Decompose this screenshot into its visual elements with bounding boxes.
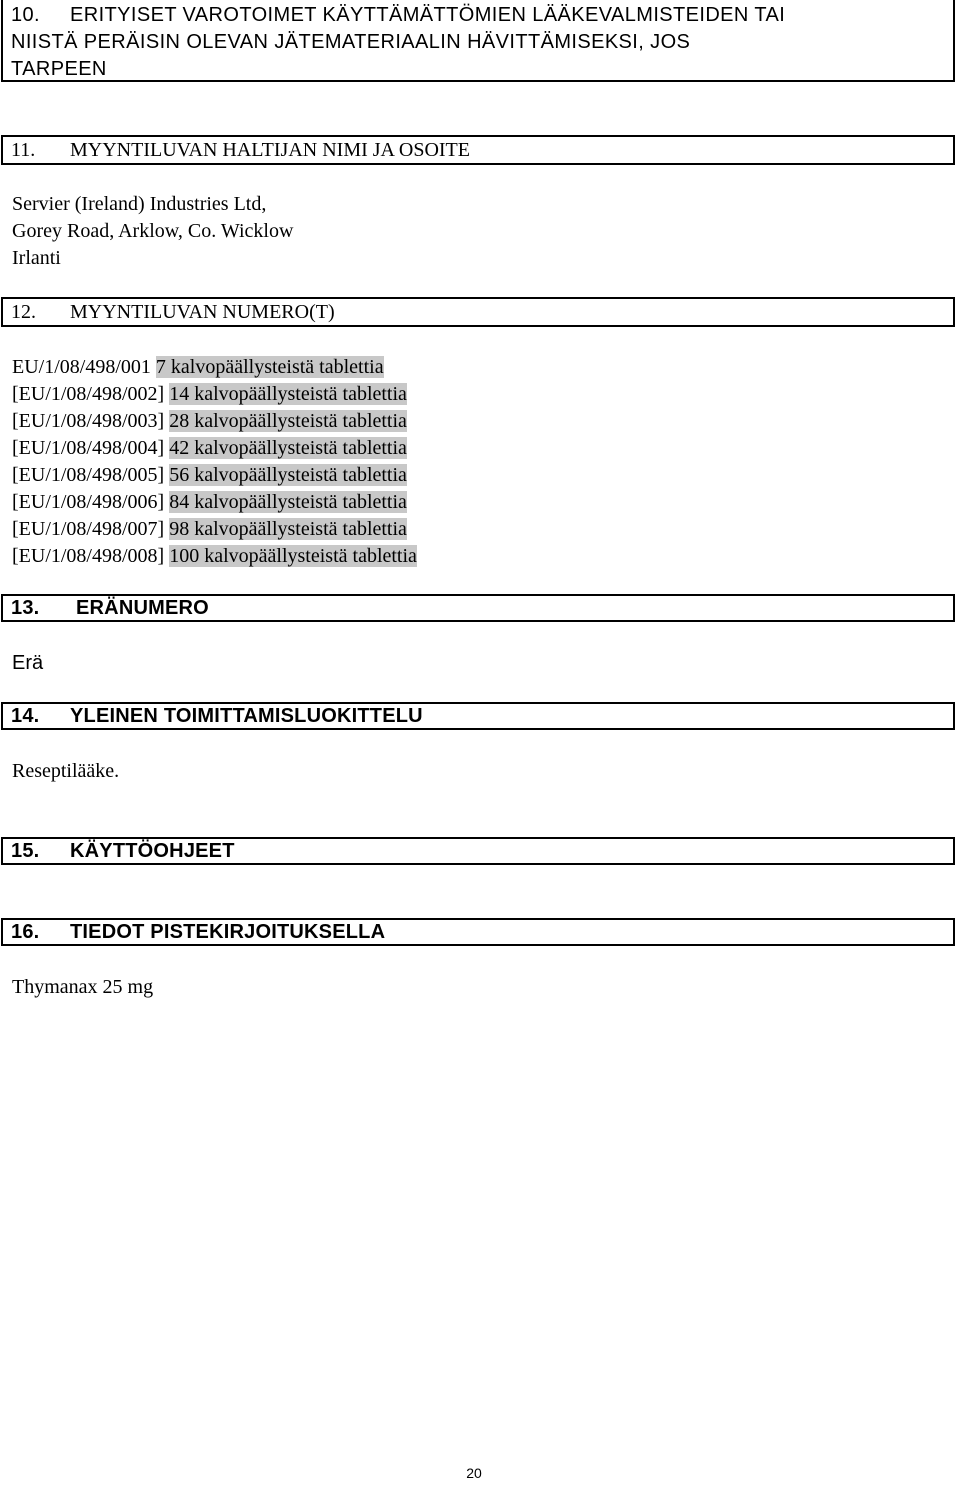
section-15-heading xyxy=(11,838,950,865)
license-code: [EU/1/08/498/002] xyxy=(12,383,165,405)
section-14-title: YLEINEN TOIMITTAMISLUOKITTELU xyxy=(70,705,423,727)
license-code: [EU/1/08/498/003] xyxy=(12,410,165,432)
section-12-title: MYYNTILUVAN NUMERO(T) xyxy=(70,301,335,323)
license-row xyxy=(12,435,407,462)
license-code: EU/1/08/498/001 xyxy=(12,356,151,378)
section-15-number: 15. xyxy=(11,840,40,862)
license-description: 84 kalvopäällysteistä tablettia xyxy=(169,491,407,513)
section-10-heading xyxy=(11,2,950,29)
address-line-3: Irlanti xyxy=(12,247,61,269)
license-code: [EU/1/08/498/006] xyxy=(12,491,165,513)
address-line-1: Servier (Ireland) Industries Ltd, xyxy=(12,193,267,215)
license-row xyxy=(12,462,407,489)
license-description: 7 kalvopäällysteistä tablettia xyxy=(155,356,384,378)
license-row xyxy=(12,489,407,516)
license-row xyxy=(12,408,407,435)
page-number: 20 xyxy=(466,1465,482,1481)
batch-label: Erä xyxy=(12,652,44,674)
section-11-number: 11. xyxy=(11,139,36,161)
license-description: 100 kalvopäällysteistä tablettia xyxy=(169,545,417,567)
section-10-title-line3: TARPEEN xyxy=(11,58,107,80)
license-description: 14 kalvopäällysteistä tablettia xyxy=(169,383,407,405)
section-16-title: TIEDOT PISTEKIRJOITUKSELLA xyxy=(70,921,386,943)
section-10-heading-line2 xyxy=(11,29,950,56)
license-code: [EU/1/08/498/005] xyxy=(12,464,165,486)
section-14-heading xyxy=(11,703,950,730)
license-description: 42 kalvopäällysteistä tablettia xyxy=(169,437,407,459)
license-row xyxy=(12,543,417,570)
section-10-number: 10. xyxy=(11,4,41,26)
license-code: [EU/1/08/498/004] xyxy=(12,437,165,459)
section-14-number: 14. xyxy=(11,705,40,727)
license-description: 28 kalvopäällysteistä tablettia xyxy=(169,410,407,432)
license-row xyxy=(12,381,407,408)
section-16-heading xyxy=(11,919,950,946)
section-11-title: MYYNTILUVAN HALTIJAN NIMI JA OSOITE xyxy=(70,139,470,161)
section-13-title: ERÄNUMERO xyxy=(76,597,209,619)
section-15-title: KÄYTTÖOHJEET xyxy=(70,840,235,862)
braille-info: Thymanax 25 mg xyxy=(12,976,154,998)
license-row xyxy=(12,516,407,543)
section-12-heading xyxy=(11,299,950,326)
section-13-number: 13. xyxy=(11,597,40,619)
license-description: 98 kalvopäällysteistä tablettia xyxy=(169,518,407,540)
dispensing-classification: Reseptilääke. xyxy=(12,760,120,782)
section-12-number: 12. xyxy=(11,301,36,323)
license-description: 56 kalvopäällysteistä tablettia xyxy=(169,464,407,486)
section-10-title-line2: NIISTÄ PERÄISIN OLEVAN JÄTEMATERIAALIN HÄVITTÄMISEKSI, JOS xyxy=(11,31,691,53)
section-13-heading xyxy=(11,595,950,622)
license-row xyxy=(12,354,384,381)
section-11-heading xyxy=(11,137,950,164)
section-16-number: 16. xyxy=(11,921,40,943)
license-code: [EU/1/08/498/008] xyxy=(12,545,165,567)
license-code: [EU/1/08/498/007] xyxy=(12,518,165,540)
section-10-title-line1: ERITYISET VAROTOIMET KÄYTTÄMÄTTÖMIEN LÄÄKEVALMISTEIDEN TAI xyxy=(70,4,786,26)
address-line-2: Gorey Road, Arklow, Co. Wicklow xyxy=(12,220,294,242)
section-10-heading-line3 xyxy=(11,56,950,83)
